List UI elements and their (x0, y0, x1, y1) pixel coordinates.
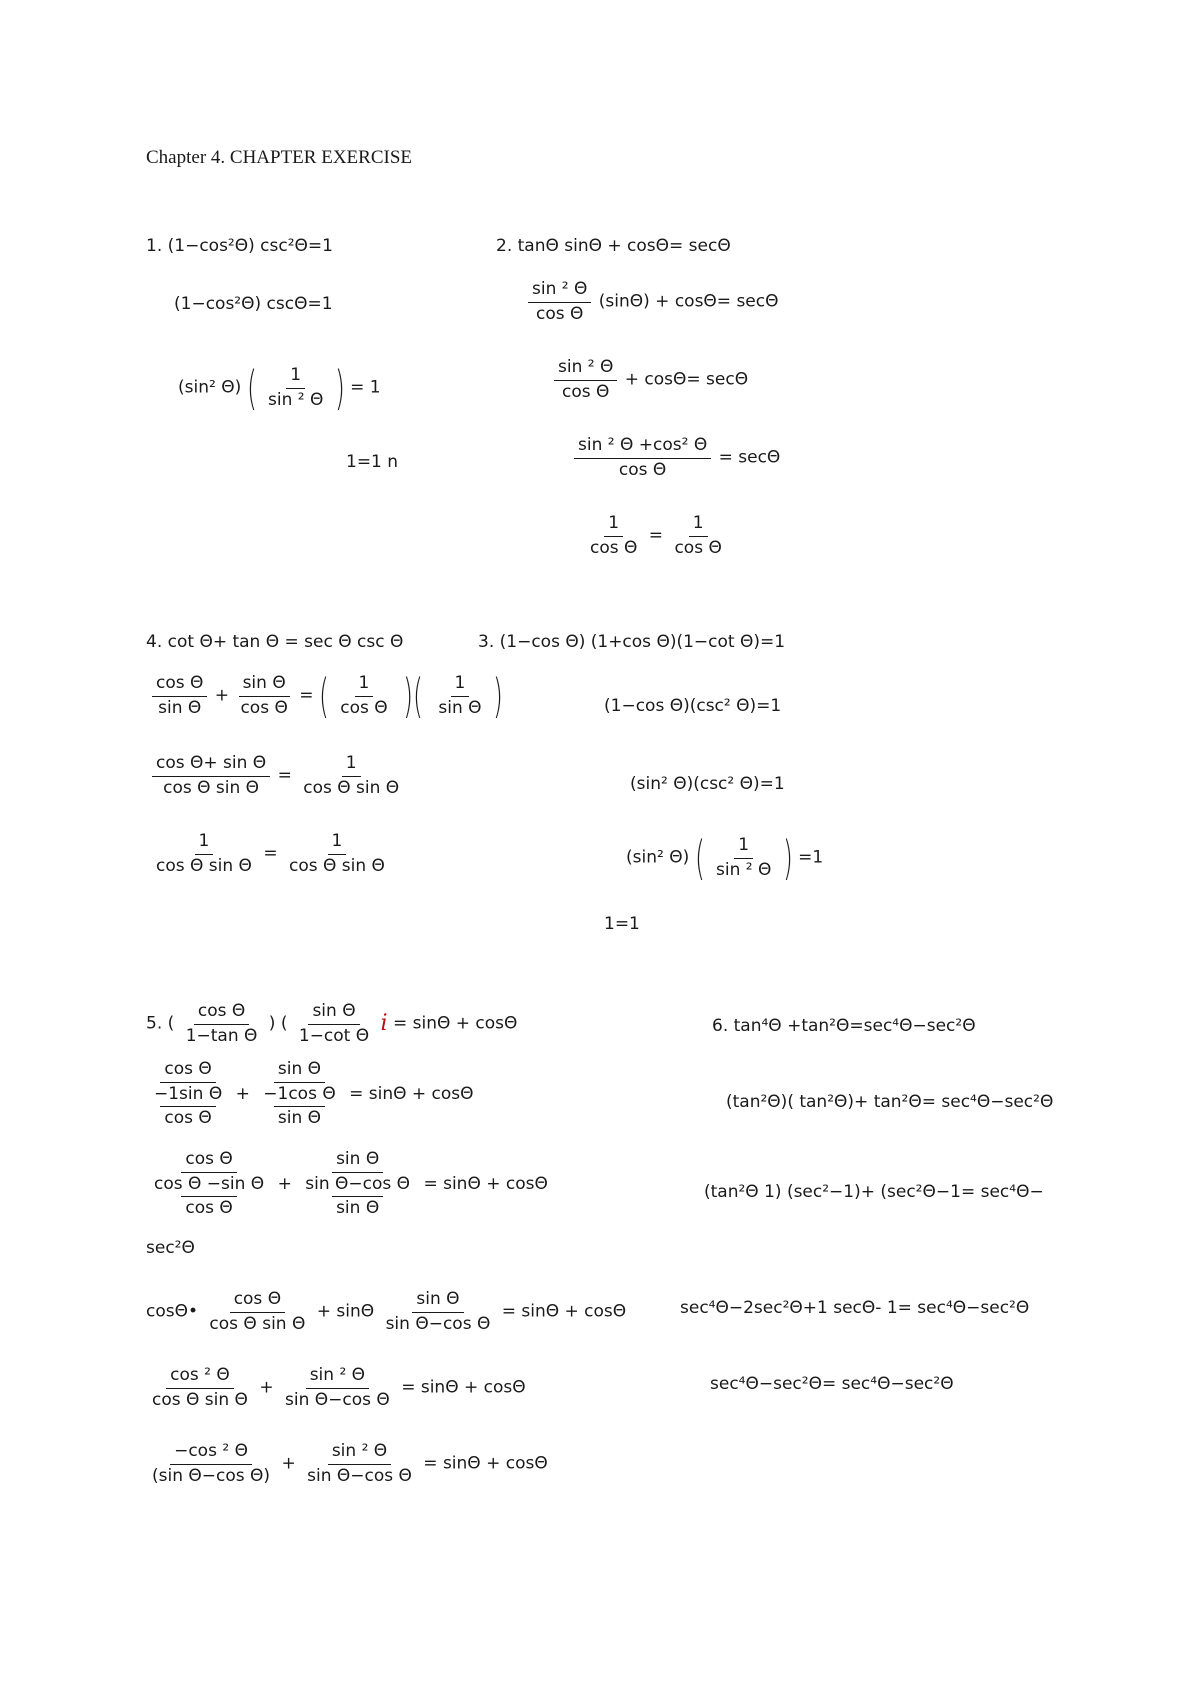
p5-step2: $\frac{\frac{\text{cos Θ}}{\text{cos Θ −sin Θ}}}{\text{cos Θ}}$ + $\frac{\frac{\text{sin Θ}}{\text{sin Θ−cos Θ}}}{\text{sin Θ}}$ = sinΘ + cosΘ (146, 1148, 548, 1221)
p1-step2-left: (sin² Θ) (178, 377, 242, 398)
p6-step2: (tan²Θ 1) (sec²−1)+ (sec²Θ−1= sec⁴Θ− (704, 1182, 1044, 1202)
fraction: $\frac{1}{\text{sin ² Θ}}$ (267, 365, 324, 410)
p6-step3: sec⁴Θ−2sec²Θ+1 secΘ- 1= sec⁴Θ−sec²Θ (680, 1298, 1030, 1318)
p2-head: 2. tanΘ sinΘ + cosΘ= secΘ (496, 236, 731, 256)
close-paren: ) (334, 361, 345, 416)
p1-head: 1. (1−cos²Θ) csc²Θ=1 (146, 236, 333, 256)
p2-step1: $\frac{\text{sin ² Θ}}{\text{cos Θ}}$ (sinΘ) + cosΘ= secΘ (526, 278, 779, 326)
p4-step3: $\frac{1}{\text{cos Θ sin Θ}}$ = $\frac{1}{\text{cos Θ sin Θ}}$ (156, 831, 385, 876)
p3-step3: (sin² Θ) ( $\frac{1}{\text{sin ² Θ}}$ ) =1 (626, 831, 824, 886)
p5-step4: $\frac{\text{cos ² Θ}}{\text{cos Θ sin Θ}}$ + $\frac{\text{sin ² Θ}}{\text{sin Θ−cos Θ}}$ = sinΘ + cosΘ (152, 1365, 526, 1410)
p5-head: 5. ( $\frac{\text{cos Θ}}{\text{1−tan Θ}}$ ) ( $\frac{\text{sin Θ}}{\text{1−cot Θ}}$ i = sinΘ + cosΘ (146, 1001, 518, 1046)
p2-step2: $\frac{\text{sin ² Θ}}{\text{cos Θ}}$ + cosΘ= secΘ (552, 356, 748, 404)
open-paren: ( (246, 361, 257, 416)
p5-step5: $\frac{\text{−cos ² Θ}}{\text{(sin Θ−cos Θ)}}$ + $\frac{\text{sin ² Θ}}{\text{sin Θ−cos Θ}}$ = sinΘ + cosΘ (152, 1441, 548, 1486)
red-i-mark: i (380, 1011, 388, 1037)
p3-step1: (1−cos Θ)(csc² Θ)=1 (604, 696, 782, 716)
p6-head: 6. tan⁴Θ +tan²Θ=sec⁴Θ−sec²Θ (712, 1016, 976, 1036)
p3-step2: (sin² Θ)(csc² Θ)=1 (630, 774, 785, 794)
p4-head: 4. cot Θ+ tan Θ = sec Θ csc Θ (146, 632, 404, 652)
p2-step3: $\frac{\text{sin ² Θ +cos² Θ}}{\text{cos Θ}}$ = secΘ (572, 434, 780, 482)
p5-step3: cosΘ• $\frac{\text{cos Θ}}{\text{cos Θ sin Θ}}$ + sinΘ $\frac{\text{sin Θ}}{\text{sin Θ−cos Θ}}$ = sinΘ + cosΘ (146, 1289, 627, 1334)
p1-step1: (1−cos²Θ) cscΘ=1 (174, 294, 333, 314)
p4-step1: $\frac{\text{cos Θ}}{\text{sin Θ}}$ + $\frac{\text{sin Θ}}{\text{cos Θ}}$ = ( $\frac{1}{\text{cos Θ}}$ )( $\frac{1}{\text{sin Θ}}$ ) (150, 672, 503, 720)
p5-step2-tail: sec²Θ (146, 1238, 195, 1258)
p2-step4: $\frac{1}{\text{cos Θ}}$ = $\frac{1}{\text{cos Θ}}$ (590, 513, 722, 558)
page-title: Chapter 4. CHAPTER EXERCISE (146, 147, 412, 168)
p6-step4: sec⁴Θ−sec²Θ= sec⁴Θ−sec²Θ (710, 1374, 954, 1394)
p6-step1: (tan²Θ)( tan²Θ)+ tan²Θ= sec⁴Θ−sec²Θ (726, 1092, 1054, 1112)
p1-step2: (sin² Θ) ( $\frac{1}{\text{sin ² Θ}}$ ) = 1 (178, 361, 381, 416)
p3-head: 3. (1−cos Θ) (1+cos Θ)(1−cot Θ)=1 (478, 632, 786, 652)
p4-step2: $\frac{\text{cos Θ+ sin Θ}}{\text{cos Θ sin Θ}}$ = $\frac{1}{\text{cos Θ sin Θ}}$ (150, 752, 405, 800)
p3-step4: 1=1 (604, 914, 640, 934)
p5-step1: $\frac{\frac{\text{cos Θ}}{\text{−1sin Θ}}}{\text{cos Θ}}$ + $\frac{\frac{\text{sin Θ}}{\text{−1cos Θ}}}{\text{sin Θ}}$ = sinΘ + cosΘ (146, 1058, 474, 1131)
p1-step3: 1=1 n (346, 452, 399, 472)
